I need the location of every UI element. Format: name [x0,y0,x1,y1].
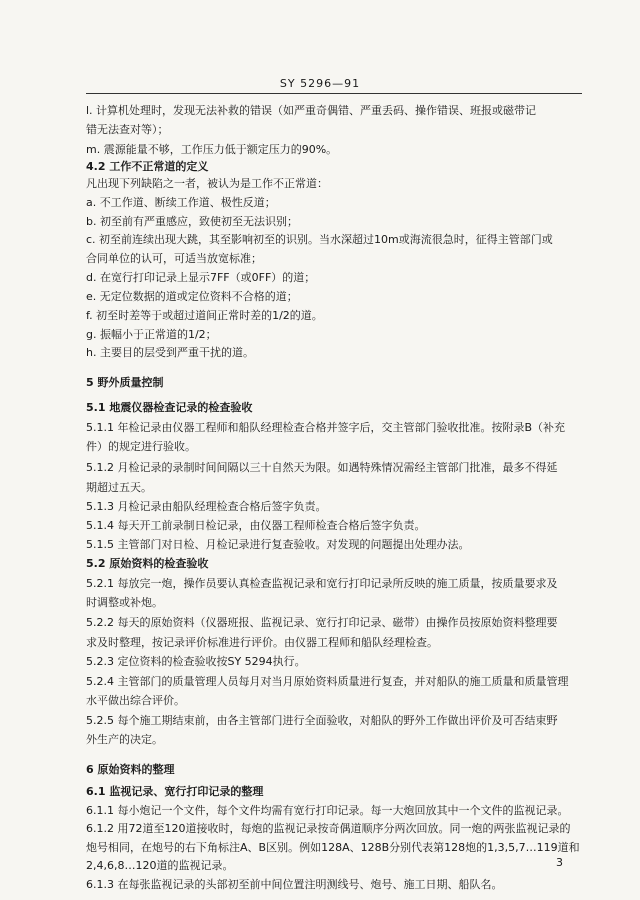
clause-5-2-3: 5.2.3 定位资料的检查验收按SY 5294执行。 [86,655,306,668]
item-d: d. 在宽行打印记录上显示7FF（或0FF）的道； [86,271,316,284]
header-rule [86,93,582,94]
item-h: h. 主要目的层受到严重干扰的道。 [86,346,254,359]
section-6-1-heading: 6.1 监视记录、宽行打印记录的整理 [86,785,264,798]
clause-6-1-2-line1: 6.1.2 用72道至120道接收时，每炮的监视记录按奇偶道顺序分两次回放。同一炮的两张监视记录的 [86,822,571,835]
clause-5-1-4: 5.1.4 每天开工前录制日检记录，由仪器工程师检查合格后签字负责。 [86,519,426,532]
section-5-2-heading: 5.2 原始资料的检查验收 [86,557,209,570]
item-f: f. 初至时差等于或超过道间正常时差的1/2的道。 [86,309,323,322]
item-c-line2: 合同单位的认可，可适当放宽标准； [86,252,262,265]
section-5-heading: 5 野外质量控制 [86,376,164,389]
item-b: b. 初至前有严重感应，致使初至无法识别； [86,215,298,228]
clause-5-2-2-line2: 求及时整理，按记录评价标准进行评价。由仪器工程师和船队经理检查。 [86,636,438,649]
item-c-line1: c. 初至前连续出现大跳，其至影响初至的识别。当水深超过10m或海流很急时，征得主管部门或 [86,233,553,246]
clause-5-2-1-line2: 时调整或补炮。 [86,596,163,609]
section-6-heading: 6 原始资料的整理 [86,763,175,776]
item-g: g. 振幅小于正常道的1/2； [86,328,217,341]
item-e: e. 无定位数据的道或定位资料不合格的道； [86,290,298,303]
clause-5-1-2-line1: 5.1.2 月检记录的录制时间间隔以三十自然天为限。如遇特殊情况需经主管部门批准，最多不得延 [86,461,558,474]
section-4-2-heading: 4.2 工作不正常道的定义 [86,160,209,173]
clause-6-1-1: 6.1.1 每小炮记一个文件，每个文件均需有宽行打印记录。每一大炮回放其中一个文件的监视记录。 [86,804,569,817]
clause-5-2-1-line1: 5.2.1 每放完一炮，操作员要认真检查监视记录和宽行打印记录所反映的施工质量，按质量要求及 [86,577,558,590]
item-l-line1: l. 计算机处理时，发现无法补救的错误（如严重奇偶错、严重丢码、操作错误、班报或磁带记 [86,104,537,117]
clause-5-1-5: 5.1.5 主管部门对日检、月检记录进行复查验收。对发现的问题提出处理办法。 [86,538,470,551]
clause-6-1-2-line2: 炮号相同，在炮号的右下角标注A、B区别。例如128A、128B分别代表第128炮的1,3,5,7…119道和 [86,841,580,854]
clause-5-2-5-line2: 外生产的决定。 [86,733,163,746]
item-m: m. 震源能量不够，工作压力低于额定压力的90%。 [86,143,338,156]
clause-5-2-4-line2: 水平做出综合评价。 [86,694,185,707]
clause-5-1-1-line1: 5.1.1 年检记录由仪器工程师和船队经理检查合格并签字后，交主管部门验收批准。按附录B（补充 [86,421,566,434]
section-5-1-heading: 5.1 地震仪器检查记录的检查验收 [86,401,253,414]
clause-5-2-4-line1: 5.2.4 主管部门的质量管理人员每月对当月原始资料质量进行复查，并对船队的施工质量和质量管理 [86,675,569,688]
clause-5-1-1-line2: 件）的规定进行验收。 [86,440,196,453]
standard-code-header: SY 5296—91 [279,77,361,90]
clause-5-2-5-line1: 5.2.5 每个施工期结束前，由各主管部门进行全面验收，对船队的野外工作做出评价及可否结束野 [86,714,558,727]
section-4-2-intro: 凡出现下列缺陷之一者，被认为是工作不正常道： [86,177,328,190]
clause-6-1-3: 6.1.3 在每张监视记录的头部初至前中间位置注明测线号、炮号、施工日期、船队名。 [86,878,503,891]
page-number: 3 [556,856,563,869]
item-a: a. 不工作道、断续工作道、极性反道； [86,196,276,209]
item-l-line2: 错无法查对等）； [86,123,169,136]
clause-5-1-3: 5.1.3 月检记录由船队经理检查合格后签字负责。 [86,500,327,513]
clause-6-1-2-line3: 2,4,6,8…120道的监视记录。 [86,859,234,872]
clause-5-1-2-line2: 期超过五天。 [86,481,152,494]
clause-5-2-2-line1: 5.2.2 每天的原始资料（仪器班报、监视记录、宽行打印记录、磁带）由操作员按原始资料整理要 [86,616,558,629]
